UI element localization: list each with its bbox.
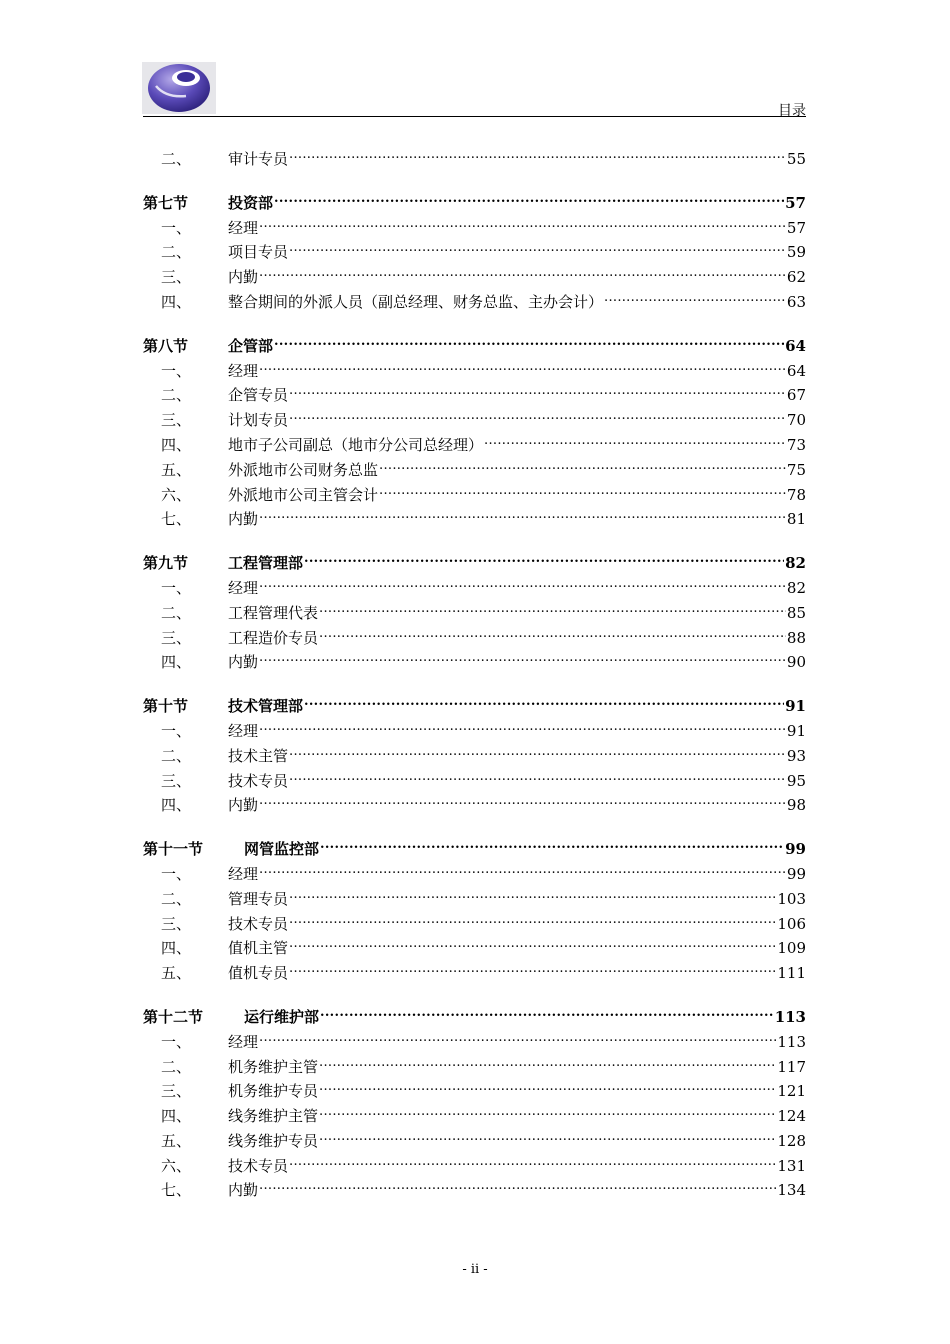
toc-entry-title: 外派地市公司主管会计	[228, 485, 379, 504]
toc-item-row[interactable]	[143, 291, 806, 316]
toc-entry-page: 91	[785, 697, 806, 716]
toc-entry-number: 二、	[161, 746, 192, 765]
toc-entry-page: 99	[785, 840, 806, 859]
toc-entry-title: 工程管理部	[228, 554, 304, 573]
toc-item-row[interactable]	[143, 651, 806, 676]
toc-entry-page: 95	[786, 771, 806, 790]
toc-leader-dots	[604, 292, 786, 307]
toc-item-row[interactable]	[143, 148, 806, 173]
toc-entry-number: 二、	[161, 386, 192, 405]
toc-item-row[interactable]	[143, 266, 806, 291]
toc-entry-page: 64	[785, 336, 806, 355]
toc-leader-dots	[289, 963, 776, 978]
header-title: 目录	[778, 103, 806, 119]
toc-entry-number: 四、	[161, 1107, 192, 1126]
toc-entry-title: 经理	[228, 1032, 259, 1051]
section-spacer	[143, 819, 806, 838]
toc-item-row[interactable]	[143, 627, 806, 652]
toc-leader-dots	[259, 218, 786, 233]
header-rule	[143, 116, 806, 117]
toc-item-row[interactable]	[143, 1105, 806, 1130]
toc-entry-page: 111	[777, 964, 806, 983]
toc-leader-dots	[379, 485, 786, 500]
toc-entry-title: 内勤	[228, 653, 259, 672]
toc-entry-title: 审计专员	[228, 150, 289, 168]
toc-entry-page: 82	[786, 578, 806, 597]
toc-entry-number: 六、	[161, 485, 192, 504]
toc-entry-number: 第十一节	[143, 840, 204, 859]
toc-entry-page: 91	[786, 721, 806, 740]
toc-entry-title: 企管部	[228, 336, 274, 355]
toc-entry-number: 三、	[161, 628, 192, 647]
toc-item-row[interactable]	[143, 794, 806, 819]
company-logo	[142, 62, 216, 114]
toc-item-row[interactable]	[143, 577, 806, 602]
toc-entry-title: 整合期间的外派人员（副总经理、财务总监、主办会计）	[228, 292, 604, 311]
toc-entry-number: 第七节	[143, 193, 189, 212]
toc-entry-page: 99	[786, 864, 806, 883]
toc-item-row[interactable]	[143, 508, 806, 533]
toc-entry-number: 三、	[161, 1082, 192, 1101]
toc-item-row[interactable]	[143, 888, 806, 913]
toc-section-row[interactable]	[143, 838, 806, 863]
toc-entry-title: 线务维护专员	[228, 1131, 319, 1150]
toc-leader-dots	[259, 652, 786, 667]
toc-entry-title: 运行维护部	[244, 1007, 320, 1026]
toc-entry-page: 82	[785, 554, 806, 573]
toc-entry-page: 70	[786, 411, 806, 430]
toc-entry-number: 七、	[161, 1181, 192, 1200]
toc-leader-dots	[484, 435, 786, 450]
toc-entry-title: 技术专员	[228, 771, 289, 790]
toc-section-row[interactable]	[143, 695, 806, 720]
table-of-contents	[143, 148, 806, 1204]
toc-leader-dots	[319, 1081, 776, 1096]
toc-leader-dots	[289, 149, 786, 164]
toc-entry-number: 第十二节	[143, 1007, 204, 1026]
toc-entry-title: 技术主管	[228, 746, 289, 765]
toc-entry-number: 二、	[161, 1057, 192, 1076]
toc-entry-number: 一、	[161, 864, 192, 883]
toc-entry-page: 73	[786, 435, 806, 454]
toc-leader-dots	[274, 193, 784, 208]
toc-entry-page: 121	[777, 1082, 806, 1101]
toc-entry-title: 内勤	[228, 268, 259, 287]
toc-entry-number: 一、	[161, 578, 192, 597]
toc-entry-number: 第十节	[143, 697, 189, 716]
toc-item-row[interactable]	[143, 913, 806, 938]
toc-leader-dots	[259, 578, 786, 593]
toc-entry-title: 技术专员	[228, 914, 289, 933]
section-spacer	[143, 987, 806, 1006]
toc-section-row[interactable]	[143, 335, 806, 360]
toc-leader-dots	[320, 839, 784, 854]
toc-leader-dots	[289, 771, 786, 786]
toc-leader-dots	[259, 267, 786, 282]
toc-entry-page: 131	[777, 1156, 806, 1175]
toc-entry-page: 81	[786, 510, 806, 529]
toc-leader-dots	[259, 361, 786, 376]
section-spacer	[143, 316, 806, 335]
toc-leader-dots	[319, 1106, 776, 1121]
toc-item-row[interactable]	[143, 217, 806, 242]
toc-leader-dots	[274, 336, 784, 351]
toc-entry-number: 二、	[161, 243, 192, 262]
toc-leader-dots	[259, 509, 786, 524]
toc-section-row[interactable]	[143, 192, 806, 217]
toc-leader-dots	[304, 553, 784, 568]
toc-entry-title: 机务维护专员	[228, 1082, 319, 1101]
toc-item-row[interactable]	[143, 409, 806, 434]
toc-leader-dots	[289, 938, 776, 953]
toc-item-row[interactable]	[143, 962, 806, 987]
toc-leader-dots	[379, 460, 786, 475]
toc-entry-page: 55	[786, 150, 806, 168]
toc-entry-page: 98	[786, 796, 806, 815]
toc-entry-title: 值机主管	[228, 939, 289, 958]
toc-leader-dots	[319, 1131, 776, 1146]
toc-entry-number: 第九节	[143, 554, 189, 573]
toc-entry-title: 线务维护主管	[228, 1107, 319, 1126]
toc-entry-number: 一、	[161, 361, 192, 380]
toc-section-row[interactable]	[143, 1006, 806, 1031]
toc-entry-title: 经理	[228, 864, 259, 883]
toc-entry-page: 64	[786, 361, 806, 380]
toc-entry-title: 投资部	[228, 193, 274, 212]
toc-entry-number: 四、	[161, 653, 192, 672]
toc-item-row[interactable]	[143, 937, 806, 962]
toc-entry-number: 一、	[161, 721, 192, 740]
toc-item-row[interactable]	[143, 720, 806, 745]
toc-entry-number: 一、	[161, 1032, 192, 1051]
toc-entry-page: 62	[786, 268, 806, 287]
toc-entry-number: 五、	[161, 1131, 192, 1150]
toc-item-row[interactable]	[143, 602, 806, 627]
toc-item-row[interactable]	[143, 1130, 806, 1155]
toc-entry-number: 一、	[161, 218, 192, 237]
toc-entry-page: 85	[786, 603, 806, 622]
toc-leader-dots	[259, 721, 786, 736]
toc-entry-number: 四、	[161, 796, 192, 815]
toc-entry-page: 63	[786, 292, 806, 311]
toc-entry-title: 技术专员	[228, 1156, 289, 1175]
toc-leader-dots	[319, 603, 786, 618]
toc-entry-page: 113	[774, 1007, 806, 1026]
toc-entry-page: 67	[786, 386, 806, 405]
section-spacer	[143, 533, 806, 552]
toc-leader-dots	[319, 1057, 776, 1072]
toc-item-row[interactable]	[143, 1031, 806, 1056]
toc-entry-title: 技术管理部	[228, 697, 304, 716]
toc-leader-dots	[259, 864, 786, 879]
toc-entry-title: 机务维护主管	[228, 1057, 319, 1076]
toc-section-row[interactable]	[143, 552, 806, 577]
toc-entry-title: 工程造价专员	[228, 628, 319, 647]
toc-entry-page: 57	[786, 218, 806, 237]
toc-leader-dots	[320, 1007, 774, 1022]
toc-leader-dots	[289, 1156, 776, 1171]
toc-entry-number: 三、	[161, 914, 192, 933]
toc-entry-number: 四、	[161, 435, 192, 454]
toc-leader-dots	[289, 914, 776, 929]
toc-leader-dots	[319, 628, 786, 643]
toc-entry-page: 124	[777, 1107, 806, 1126]
toc-entry-page: 57	[785, 193, 806, 212]
toc-entry-page: 128	[777, 1131, 806, 1150]
toc-entry-number: 六、	[161, 1156, 192, 1175]
toc-entry-title: 企管专员	[228, 386, 289, 405]
toc-entry-title: 值机专员	[228, 964, 289, 983]
toc-entry-page: 134	[777, 1181, 806, 1200]
toc-item-row[interactable]	[143, 1056, 806, 1081]
toc-entry-number: 二、	[161, 889, 192, 908]
toc-item-row[interactable]	[143, 770, 806, 795]
toc-item-row[interactable]	[143, 459, 806, 484]
toc-entry-page: 106	[777, 914, 806, 933]
toc-entry-number: 二、	[161, 603, 192, 622]
toc-entry-number: 五、	[161, 964, 192, 983]
toc-entry-number: 二、	[161, 150, 192, 168]
toc-entry-number: 第八节	[143, 336, 189, 355]
toc-entry-number: 四、	[161, 939, 192, 958]
toc-entry-number: 五、	[161, 460, 192, 479]
toc-entry-page: 88	[786, 628, 806, 647]
toc-entry-title: 内勤	[228, 1181, 259, 1200]
toc-leader-dots	[289, 242, 786, 257]
toc-entry-title: 项目专员	[228, 243, 289, 262]
toc-entry-page: 93	[786, 746, 806, 765]
toc-item-row[interactable]	[143, 1080, 806, 1105]
toc-item-row[interactable]	[143, 360, 806, 385]
toc-item-row[interactable]	[143, 434, 806, 459]
toc-entry-title: 地市子公司副总（地市分公司总经理）	[228, 435, 484, 454]
toc-entry-page: 90	[786, 653, 806, 672]
toc-item-row[interactable]	[143, 384, 806, 409]
toc-item-row[interactable]	[143, 241, 806, 266]
toc-entry-number: 三、	[161, 771, 192, 790]
toc-leader-dots	[289, 889, 776, 904]
toc-entry-number: 三、	[161, 411, 192, 430]
toc-leader-dots	[259, 795, 786, 810]
toc-entry-page: 59	[786, 243, 806, 262]
toc-entry-title: 计划专员	[228, 411, 289, 430]
toc-item-row[interactable]	[143, 1155, 806, 1180]
toc-entry-title: 内勤	[228, 796, 259, 815]
toc-item-row[interactable]	[143, 1179, 806, 1204]
toc-leader-dots	[289, 385, 786, 400]
toc-leader-dots	[259, 1180, 776, 1195]
toc-entry-number: 七、	[161, 510, 192, 529]
toc-entry-page: 75	[786, 460, 806, 479]
section-spacer	[143, 676, 806, 695]
toc-leader-dots	[289, 746, 786, 761]
toc-entry-title: 内勤	[228, 510, 259, 529]
page-number: - ii -	[462, 1262, 488, 1277]
toc-item-row[interactable]	[143, 484, 806, 509]
toc-entry-title: 经理	[228, 578, 259, 597]
toc-entry-title: 工程管理代表	[228, 603, 319, 622]
toc-entry-title: 外派地市公司财务总监	[228, 460, 379, 479]
toc-item-row[interactable]	[143, 863, 806, 888]
toc-entry-number: 四、	[161, 292, 192, 311]
toc-entry-page: 78	[786, 485, 806, 504]
toc-entry-page: 103	[777, 889, 806, 908]
toc-entry-title: 管理专员	[228, 889, 289, 908]
toc-leader-dots	[259, 1032, 776, 1047]
toc-leader-dots	[289, 410, 786, 425]
toc-entry-title: 经理	[228, 218, 259, 237]
section-spacer	[143, 173, 806, 192]
toc-entry-title: 网管监控部	[244, 840, 320, 859]
toc-entry-page: 117	[777, 1057, 806, 1076]
toc-leader-dots	[304, 696, 784, 711]
toc-entry-page: 113	[777, 1032, 806, 1051]
toc-item-row[interactable]	[143, 745, 806, 770]
toc-entry-page: 109	[777, 939, 806, 958]
toc-entry-title: 经理	[228, 721, 259, 740]
toc-entry-title: 经理	[228, 361, 259, 380]
toc-entry-number: 三、	[161, 268, 192, 287]
